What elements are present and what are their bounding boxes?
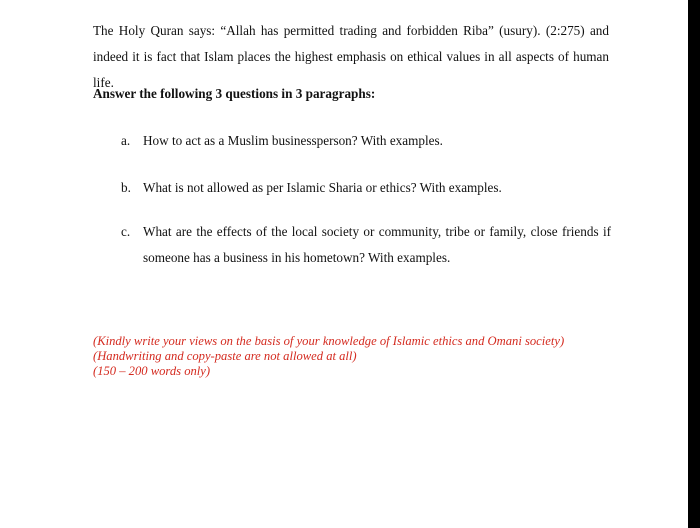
instruction-heading: Answer the following 3 questions in 3 paragraphs: [93,86,376,101]
question-letter: b. [121,180,131,195]
intro-paragraph: The Holy Quran says: “Allah has permitted trading and forbidden Riba” (usury). (2:275) and indeed it is fact that Islam places the highest emphasis on ethical values in all aspects of human life. [93,23,609,90]
question-text: What are the effects of the local society or community, tribe or family, close friends if someone has a business in his hometown? With examples. [143,224,611,265]
instructions-note [93,334,564,379]
note-line-views: (Kindly write your views on the basis of your knowledge of Islamic ethics and Omani society) [93,334,565,348]
note-line-handwriting: (Handwriting and copy-paste are not allowed at all) [93,349,357,363]
question-letter: c. [121,224,131,239]
question-item-b [121,175,611,201]
question-item-c [121,219,611,271]
screen-edge [688,0,700,528]
question-letter: a. [121,133,131,148]
question-text: How to act as a Muslim businessperson? With examples. [143,133,443,148]
note-line-word-count: (150 – 200 words only) [93,364,211,378]
question-text: What is not allowed as per Islamic Sharia or ethics? With examples. [143,180,502,195]
question-item-a [121,128,611,154]
